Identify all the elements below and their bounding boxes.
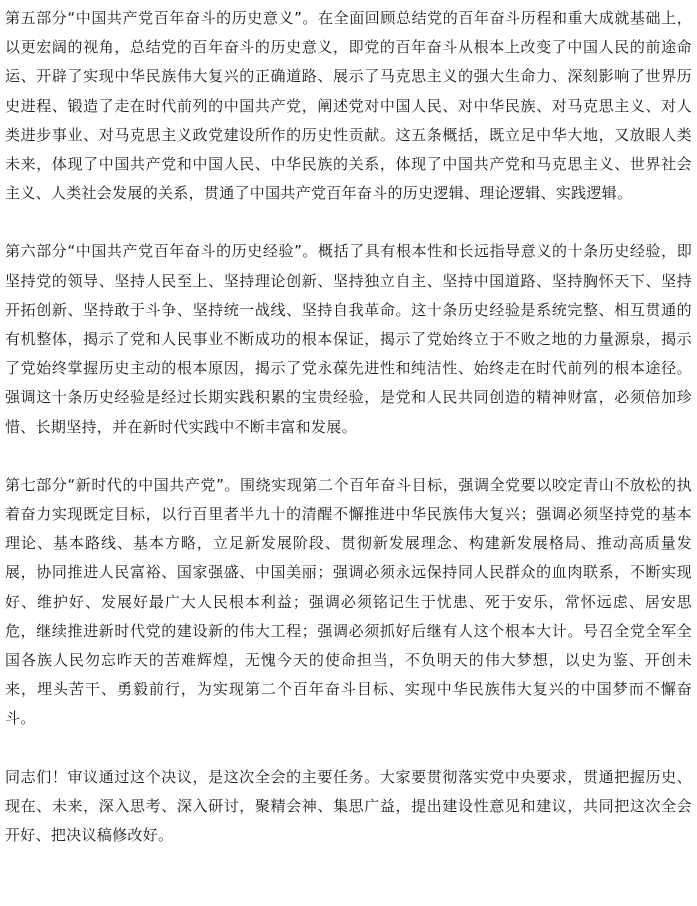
document-body — [5, 4, 692, 850]
paragraph-part-six: 第六部分“中国共产党百年奋斗的历史经验”。概括了具有根本性和长远指导意义的十条历史经验，即坚持党的领导、坚持人民至上、坚持理论创新、坚持独立自主、坚持中国道路、坚持胸怀天下、坚持开拓创新、坚持敢于斗争、坚持统一战线、坚持自我革命。这十条历史经验是系统完整、相互贯通的有机整体，揭示了党和人民事业不断成功的根本保证，揭示了党始终立于不败之地的力量源泉，揭示了党始终掌握历史主动的根本原因，揭示了党永葆先进性和纯洁性、始终走在时代前列的根本途径。强调这十条历史经验是经过长期实践积累的宝贵经验，是党和人民共同创造的精神财富，必须倍加珍惜、长期坚持，并在新时代实践中不断丰富和发展。 — [5, 242, 692, 436]
paragraph-closing: 同志们！审议通过这个决议，是这次全会的主要任务。大家要贯彻落实党中央要求，贯通把握历史、现在、未来，深入思考、深入研讨，聚精会神、集思广益，提出建设性意见和建议，共同把这次全会开好、把决议稿修改好。 — [5, 767, 692, 845]
paragraph-part-seven: 第七部分“新时代的中国共产党”。围绕实现第二个百年奋斗目标，强调全党要以咬定青山不放松的执着奋力实现既定目标，以行百里者半九十的清醒不懈推进中华民族伟大复兴；强调必须坚持党的基本理论、基本路线、基本方略，立足新发展阶段、贯彻新发展理念、构建新发展格局、推动高质量发展，协同推进人民富裕、国家强盛、中国美丽；强调必须永远保持同人民群众的血肉联系，不断实现好、维护好、发展好最广大人民根本利益；强调必须铭记生于忧患、死于安乐，常怀远虑、居安思危，继续推进新时代党的建设新的伟大工程；强调必须抓好后继有人这个根本大计。号召全党全军全国各族人民勿忘昨天的苦难辉煌，无愧今天的使命担当，不负明天的伟大梦想，以史为鉴、开创未来，埋头苦干、勇毅前行，为实现第二个百年奋斗目标、实现中华民族伟大复兴的中国梦而不懈奋斗。 — [5, 475, 692, 728]
paragraph-part-five: 第五部分“中国共产党百年奋斗的历史意义”。在全面回顾总结党的百年奋斗历程和重大成就基础上，以更宏阔的视角，总结党的百年奋斗的历史意义，即党的百年奋斗从根本上改变了中国人民的前途命运、开辟了实现中华民族伟大复兴的正确道路、展示了马克思主义的强大生命力、深刻影响了世界历史进程、锻造了走在时代前列的中国共产党，阐述党对中国人民、对中华民族、对马克思主义、对人类进步事业、对马克思主义政党建设所作的历史性贡献。这五条概括，既立足中华大地，又放眼人类未来，体现了中国共产党和中国人民、中华民族的关系，体现了中国共产党和马克思主义、世界社会主义、人类社会发展的关系，贯通了中国共产党百年奋斗的历史逻辑、理论逻辑、实践逻辑。 — [5, 9, 692, 203]
